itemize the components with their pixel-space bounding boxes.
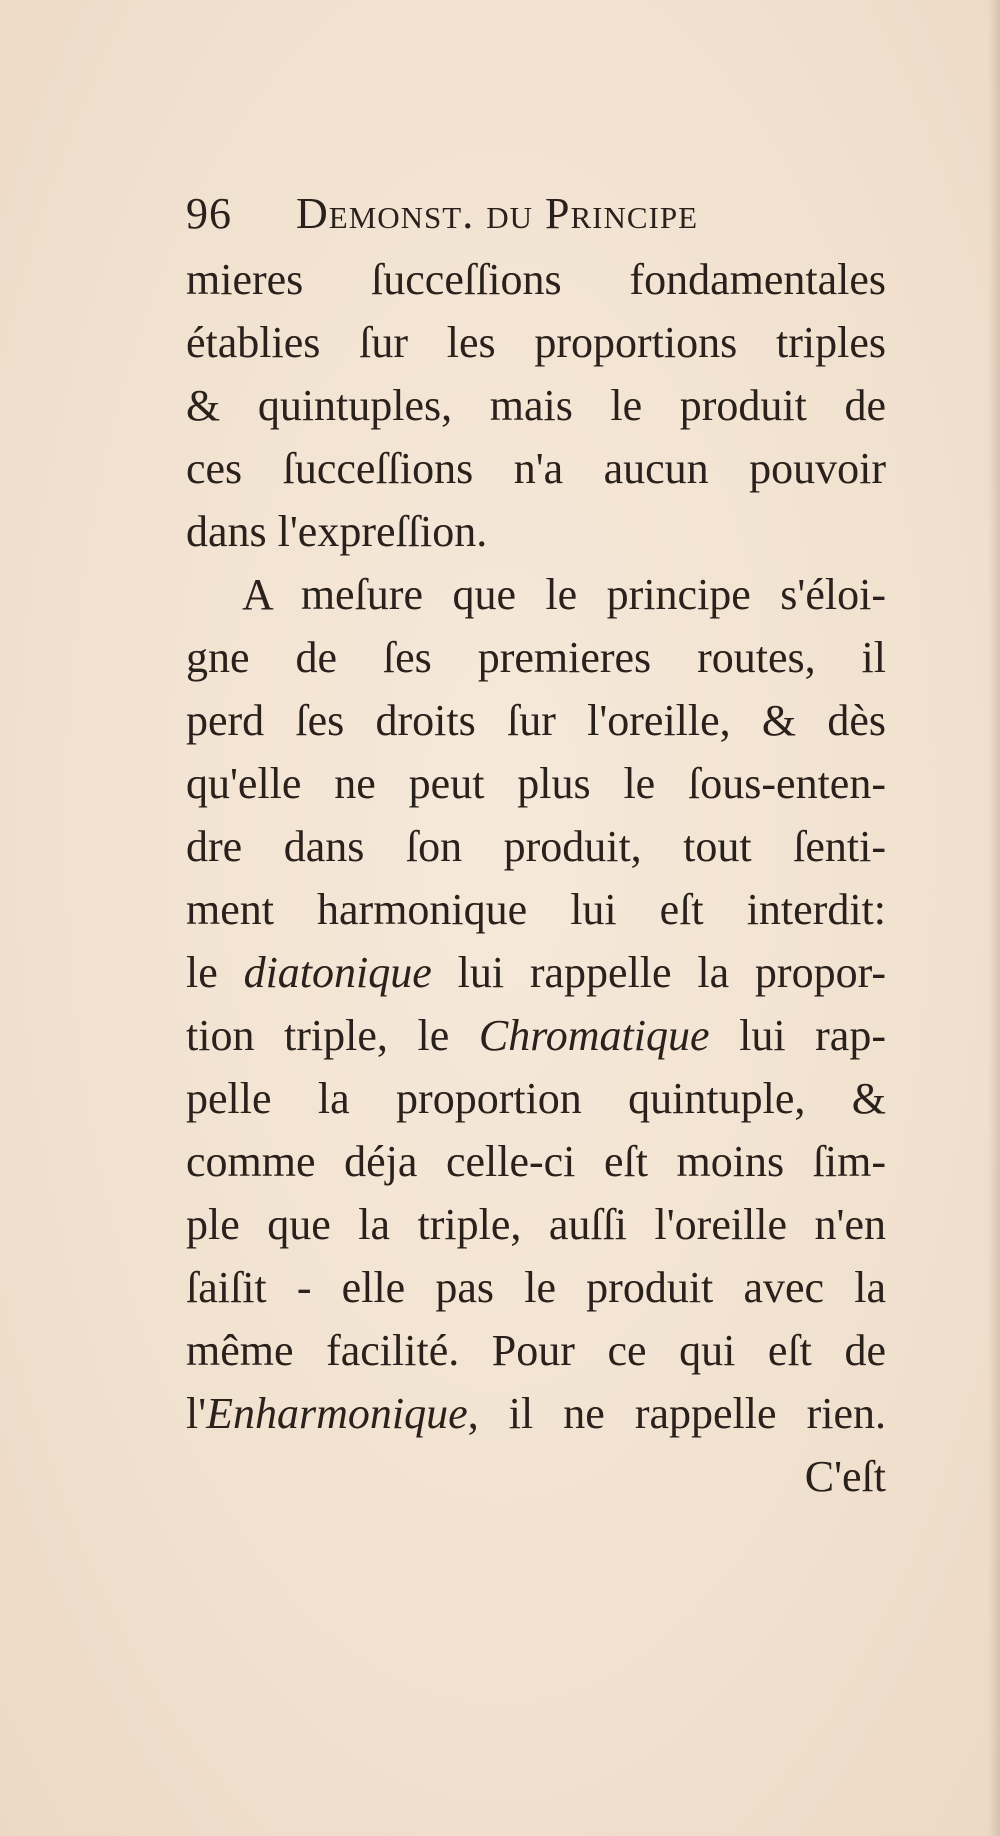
text-line: mieres ſucceſſions fondamentales [186,255,886,304]
page-edge-shadow [988,0,1000,1836]
page-number: 96 [186,189,232,238]
italic-term: Enharmonique [206,1389,468,1438]
italic-term: Chromatique [478,1011,710,1060]
text-line: ment harmonique lui eſt interdit: [186,885,886,934]
text-line: dans l'expreſſion. [186,507,488,556]
text-line-with-italic: l'Enharmonique, il ne rappelle rien. [186,1389,886,1438]
text-line: comme déja celle-ci eſt moins ſim- [186,1137,886,1186]
running-title: Demonst. du Principe [296,189,699,238]
text-line: dre dans ſon produit, tout ſenti- [186,822,886,871]
text-line: pelle la proportion quintuple, & [186,1074,886,1123]
text-line-with-italic: tion triple, le Chromatique lui rap- [186,1011,886,1060]
body-text [186,248,886,1508]
text-line: établies ſur les proportions triples [186,318,886,367]
text-line: perd ſes droits ſur l'oreille, & dès [186,696,886,745]
text-line-with-italic: le diatonique lui rappelle la propor- [186,948,886,997]
text-line: gne de ſes premieres routes, il [186,633,886,682]
text-line: & quintuples, mais le produit de [186,381,886,430]
catchword: C'eſt [804,1452,886,1501]
text-line: A meſure que le principe s'éloi- [242,570,886,619]
text-line: ple que la triple, auſſi l'oreille n'en [186,1200,886,1249]
italic-term: diatonique [243,948,432,997]
text-line: même facilité. Pour ce qui eſt de [186,1326,886,1375]
text-line: qu'elle ne peut plus le ſous-enten- [186,759,886,808]
page-header [186,188,816,248]
text-line: ces ſucceſſions n'a aucun pouvoir [186,444,886,493]
text-line: ſaiſit - elle pas le produit avec la [186,1263,886,1312]
